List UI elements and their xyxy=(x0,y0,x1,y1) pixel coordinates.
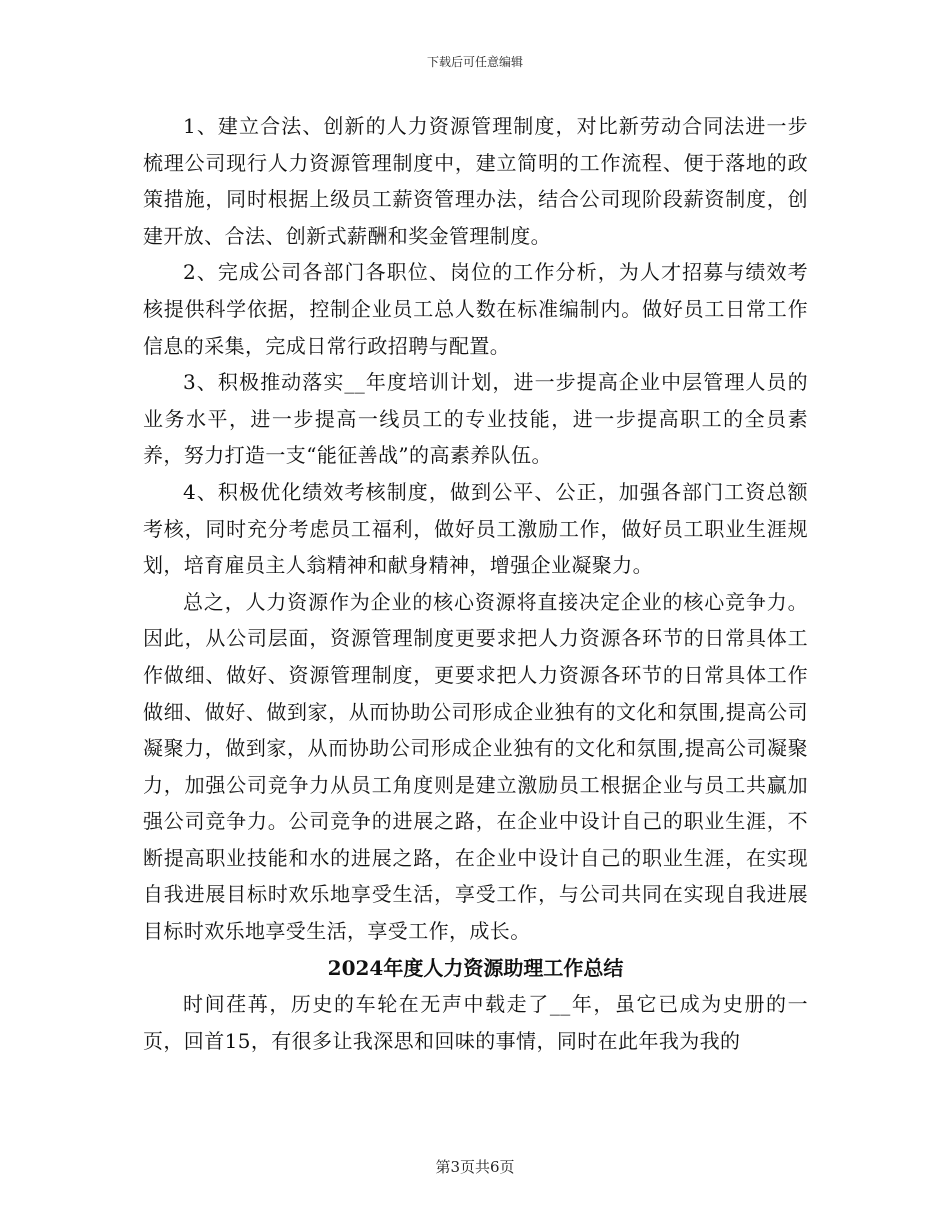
section-intro-paragraph: 时间荏苒，历史的车轮在无声中载走了__年，虽它已成为史册的一页，回首15，有很多让我深思和回味的事情，同时在此年我为我的 xyxy=(143,992,808,1053)
paragraph-item-3: 3、积极推动落实__年度培训计划，进一步提高企业中层管理人员的业务水平，进一步提高一线员工的专业技能，进一步提高职工的全员素养，努力打造一支“能征善战”的高素养队伍。 xyxy=(143,370,808,468)
paragraph-item-1: 1、建立合法、创新的人力资源管理制度，对比新劳动合同法进一步梳理公司现行人力资源管理制度中，建立简明的工作流程、便于落地的政策措施，同时根据上级员工薪资管理办法，结合公司现阶段薪资制度，创建开放、合法、创新式薪酬和奖金管理制度。 xyxy=(143,114,808,248)
section-title: 2024年度人力资源助理工作总结 xyxy=(327,955,624,980)
page-header-note: 下载后可任意编辑 xyxy=(426,55,523,69)
page-number: 第3页共6页 xyxy=(435,1158,515,1176)
paragraph-summary: 总之，人力资源作为企业的核心资源将直接决定企业的核心竞争力。因此，从公司层面，资源管理制度更要求把人力资源各环节的日常具体工作做细、做好、资源管理制度，更要求把人力资源各环节的日常具体工作做细、做好、做到家，从而协助公司形成企业独有的文化和氛围,提高公司凝聚力，做到家，从而协助公司形成企业独有的文化和氛围,提高公司凝聚力，加强公司竞争力从员工角度则是建立激励员工根据企业与员工共赢加强公司竞争力。公司竞争的进展之路，在企业中设计自己的职业生涯，不断提高职业技能和水的进展之路，在企业中设计自己的职业生涯，在实现自我进展目标时欢乐地享受生活，享受工作，与公司共同在实现自我进展目标时欢乐地享受生活，享受工作，成长。 xyxy=(143,589,808,944)
paragraph-item-2: 2、完成公司各部门各职位、岗位的工作分析，为人才招募与绩效考核提供科学依据，控制企业员工总人数在标准编制内。做好员工日常工作信息的采集，完成日常行政招聘与配置。 xyxy=(143,260,808,358)
document-body xyxy=(143,108,808,1059)
paragraph-item-4: 4、积极优化绩效考核制度，做到公平、公正，加强各部门工资总额考核，同时充分考虑员工福利，做好员工激励工作，做好员工职业生涯规划，培育雇员主人翁精神和献身精神，增强企业凝聚力。 xyxy=(143,479,808,578)
